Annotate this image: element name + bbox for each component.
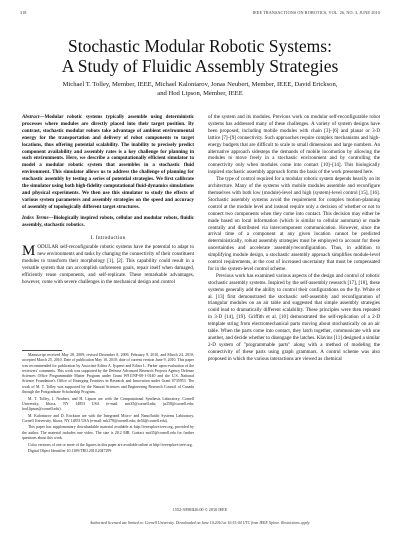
right-column: [208, 114, 380, 363]
authors-line-2: and Hod Lipson, Member, IEEE: [157, 90, 243, 97]
body-paragraph-3: Previous work has examined various aspects of the design and control of robotic stochastic assembly systems. Inspired by the self-assembly research [17], [18], these systems generally add the ability to control their configurations on the fly. White et al. [13] first demonstrated the stochastic self-assembly and reconfiguration of triangular modules on an air table and suggested that simple assembly strategies could lead to dramatically different scalability. These principles were then repeated in 3-D [14], [19]. Griffith et al. [10] demonstrated the self-replication of a 2-D template string from electromechanical parts moving about stochastically on an air table. When the parts come into contact, they latch together, communicate with one another, and decide whether to disengage the latches. Klavins [11] designed a similar 2-D system of "programmable parts" along with a method of modeling the connectivity of these parts using graph grammars. A control scheme was also proposed in which the various interactions are viewed as chemical: [208, 272, 380, 362]
authors-line-1: Michael T. Tolley, Member, IEEE, Michael Kalontarov, Jonas Neubert, Member, IEEE, David Erickson,: [62, 81, 338, 88]
body-paragraph-1: of the system and its modules. Previous work on modular self-reconfigurable robot systems has addressed many of these challenges. A variety of system designs have been proposed, including mobile modules with chain [3]–[6] and planar or 3-D lattice [7]–[9] connectivity. Such approaches require complex mechanisms and high-energy budgets that are difficult to scale to small dimensions and large numbers. An alternative approach sidesteps the demands of mobile locomotion by allowing the modules to move freely in a stochastic environment and by controlling the connectivity only when modules come into contact [10]–[14]. This biologically inspired stochastic assembly approach forms the basis of the work presented here.: [208, 114, 380, 176]
footnote-affil-2: M. Kalontarov and D. Erickson are with the Integrated Micro- and Nanofluidic Systems Laboratory, Cornell University, Ithaca, NY 14853 USA (e-mail: mk378@cornell.edu; de54@cornell.edu).: [22, 413, 194, 423]
footnote-doi: Digital Object Identifier 10.1109/TRO.2010.2047299: [28, 448, 112, 453]
license-notice: Authorized licensed use limited to: Cornell University. Downloaded on June 10,2010 at 16:53:04 UTC from IEEE Xplore. Restrictions apply.: [89, 521, 311, 525]
title-line-1: Stochastic Modular Robotic Systems:: [68, 36, 332, 56]
journal-header: IEEE TRANSACTIONS ON ROBOTICS, VOL. 26, NO. 3, JUNE 2010: [252, 10, 380, 15]
footnote-manuscript: Manuscript received May 28, 2009; revised December 8, 2009, February 9, 2010, and March 24, 2010; accepted March 25, 2010. Date of publication May 10, 2010; date of current version June 9, 2010. This paper was recommended for publication by Associate Editor A. Ijspeert and Editor L. Parker upon evaluation of the reviewers' comments. This work was supported by the Defense Advanced Research Projects Agency Defense Sciences Office Programmable Matter Program under Grant W911NF-08-1-0140 and the U.S. National Science Foundation's Office of Emerging Frontiers in Research and Innovation under Grant 0735953. The work of M. T. Tolley was supported by the Natural Sciences and Engineering Research Council of Canada through the Postgraduate Scholarship Program.: [22, 353, 194, 395]
abstract-text: —Modular robotic systems typically assemble using deterministic processes where modules are directly placed into their target position. By contrast, stochastic modular robots take advantage of ambient environmental energy for the transportation and delivery of robot components to target locations, thus offering potential scalability. The inability to precisely predict component availability and assembly rates is a key challenge for planning in such environments. Here, we describe a computationally efficient simulator to model a modular robotic system that assembles in a stochastic fluid environment. This simulator allows us to address the challenge of planning for stochastic assembly by testing a series of potential strategies. We first calibrate the simulator using both high-fidelity computational fluid-dynamics simulations and physical experiments. We then use this simulator to study the effects of various system parameters and assembly strategies on the speed and accuracy of assembly of topologically different target structures.: [22, 114, 194, 210]
footnote-affil-1: M. T. Tolley, J. Neubert, and H. Lipson are with the Computational Synthesis Laboratory, Cornell University, Ithaca, NY 14853 USA (e-mail: mtt35@cornell.edu; jn258@cornell.edu; hod.lipson@cornell.edu).: [22, 396, 194, 412]
paper-title: [20, 36, 380, 76]
page-header: [20, 10, 380, 18]
index-terms-text: —Biologically inspired robots, cellular and modular robots, fluidic assembly, stochastic robotics.: [22, 214, 194, 228]
index-terms: [22, 215, 194, 229]
footnote-color: Color versions of one or more of the figures in this paper are available online at http://ieeexplore.ieee.org.: [28, 442, 193, 447]
author-list: [20, 80, 380, 98]
intro-text: ODULAR self-reconfigurable robotic systems have the potential to adapt to new environments and tasks by changing the connectivity of their constituent modules to transform their morphology [1], [2]. This capability could result in a versatile system that can accomplish unforeseen goals, repair itself when damaged, efficiently reuse components, and self-replicate. These remarkable advantages, however, come with severe challenges in the mechanical design and control: [22, 244, 194, 285]
abstract-lead: Abstract: [22, 114, 40, 120]
title-line-2: A Study of Fluidic Assembly Strategies: [61, 56, 339, 76]
issn-line: 1552-3098/$26.00 © 2010 IEEE: [172, 507, 228, 512]
index-terms-lead: Index Terms: [22, 214, 49, 221]
footnote-rule: [22, 350, 62, 351]
drop-cap: M: [22, 243, 36, 260]
intro-paragraph: [22, 244, 194, 285]
page-number: 318: [20, 10, 27, 15]
section-heading: I. Introduction: [90, 234, 126, 241]
body-paragraph-2: The type of control required for a modular robotic system depends heavily on its architecture. Many of the systems with mobile modules assemble and reconfigure themselves with both low (module)-level and high (system)-level control [15], [16]. Stochastic assembly systems avoid the requirement for complex motion-planning control at the module level and instead require only a decision of whether or not to connect two components when they come into contact. This decision may either be made based on local information (which is similar to cellular automata) or made centrally and distributed via intercomponent communication. However, since the arrival time of a component at any given location cannot be predicted deterministically, robust assembly strategies must be employed to account for these uncertainties and accelerate assembly/reconfiguration. Thus, in addition to simplifying module design, a stochastic assembly approach simplifies module-level control requirements, at the cost of increased uncertainty that must be compensated for in the system-level control scheme.: [208, 176, 380, 272]
footnotes: [22, 350, 194, 455]
left-column: [22, 114, 194, 286]
abstract: [22, 114, 194, 211]
footnote-supplementary: This paper has supplementary downloadable material available at http://ieeexplore.ieee.org, provided by the author. The material includes one video. The size is 28.2 MB. Contact mtt35@cornell.edu for further questions about this work.: [22, 425, 194, 441]
